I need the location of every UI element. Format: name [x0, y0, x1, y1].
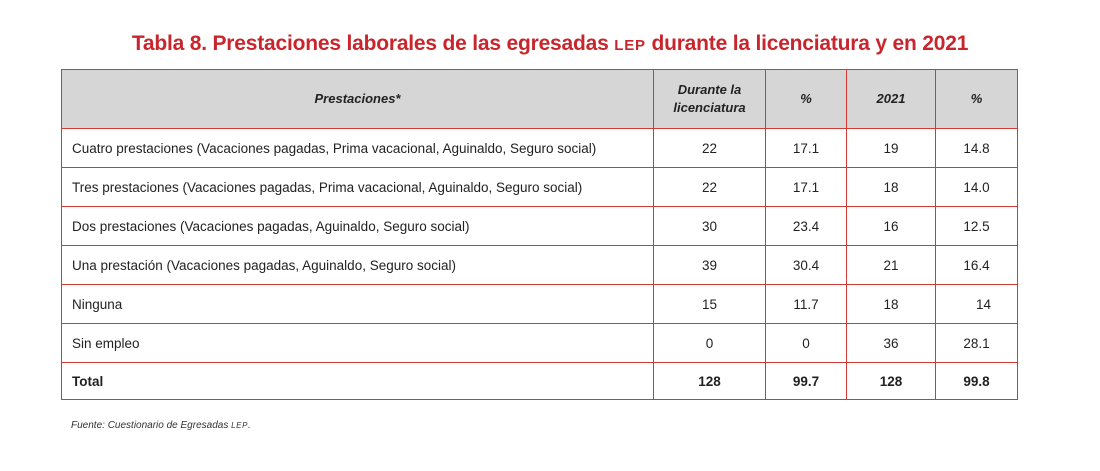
title-abbr: LEP [614, 37, 646, 54]
total-pct1: 99.7 [766, 363, 847, 400]
row-pct2: 14.8 [936, 129, 1018, 168]
row-pct2: 12.5 [936, 207, 1018, 246]
row-label: Sin empleo [62, 324, 654, 363]
row-year: 36 [847, 324, 936, 363]
total-pct2: 99.8 [936, 363, 1018, 400]
row-year: 19 [847, 129, 936, 168]
row-year: 21 [847, 246, 936, 285]
row-year: 16 [847, 207, 936, 246]
row-label: Una prestación (Vacaciones pagadas, Aguinaldo, Seguro social) [62, 246, 654, 285]
title-main: Tabla 8. Prestaciones laborales de las egresadas [131, 32, 609, 55]
table-row [62, 285, 1018, 324]
row-label: Tres prestaciones (Vacaciones pagadas, Prima vacacional, Aguinaldo, Seguro social) [62, 168, 654, 207]
row-durante: 22 [654, 168, 766, 207]
header-pct2: % [936, 70, 1018, 129]
row-durante: 39 [654, 246, 766, 285]
header-durante-line1: Durante la [677, 82, 742, 97]
row-durante: 30 [654, 207, 766, 246]
table-title [0, 32, 1100, 56]
source-text: Fuente: Cuestionario de Egresadas [71, 420, 229, 431]
row-pct1: 17.1 [766, 168, 847, 207]
row-pct1: 17.1 [766, 129, 847, 168]
benefits-table [61, 69, 1018, 400]
source-note [71, 420, 251, 431]
header-year: 2021 [847, 70, 936, 129]
title-rest: durante la licenciatura y en 2021 [651, 32, 969, 55]
row-pct1: 11.7 [766, 285, 847, 324]
row-durante: 15 [654, 285, 766, 324]
row-pct2: 28.1 [936, 324, 1018, 363]
table-row [62, 168, 1018, 207]
row-pct2: 14 [936, 285, 1018, 324]
table-row [62, 129, 1018, 168]
header-durante [654, 70, 766, 129]
header-row [62, 70, 1018, 129]
table-row [62, 246, 1018, 285]
total-label: Total [62, 363, 654, 400]
row-year: 18 [847, 285, 936, 324]
table-row [62, 207, 1018, 246]
row-label: Ninguna [62, 285, 654, 324]
row-durante: 22 [654, 129, 766, 168]
row-pct1: 0 [766, 324, 847, 363]
row-label: Cuatro prestaciones (Vacaciones pagadas, Prima vacacional, Aguinaldo, Seguro social) [62, 129, 654, 168]
row-label: Dos prestaciones (Vacaciones pagadas, Aguinaldo, Seguro social) [62, 207, 654, 246]
row-pct2: 14.0 [936, 168, 1018, 207]
header-pct1: % [766, 70, 847, 129]
header-durante-line2: licenciatura [673, 100, 746, 115]
source-end: . [248, 420, 251, 431]
row-pct1: 30.4 [766, 246, 847, 285]
row-year: 18 [847, 168, 936, 207]
total-year: 128 [847, 363, 936, 400]
table-row [62, 324, 1018, 363]
header-prestaciones: Prestaciones* [62, 70, 654, 129]
row-pct1: 23.4 [766, 207, 847, 246]
row-pct2: 16.4 [936, 246, 1018, 285]
row-durante: 0 [654, 324, 766, 363]
total-row [62, 363, 1018, 400]
source-abbr: LEP [231, 421, 249, 430]
total-durante: 128 [654, 363, 766, 400]
